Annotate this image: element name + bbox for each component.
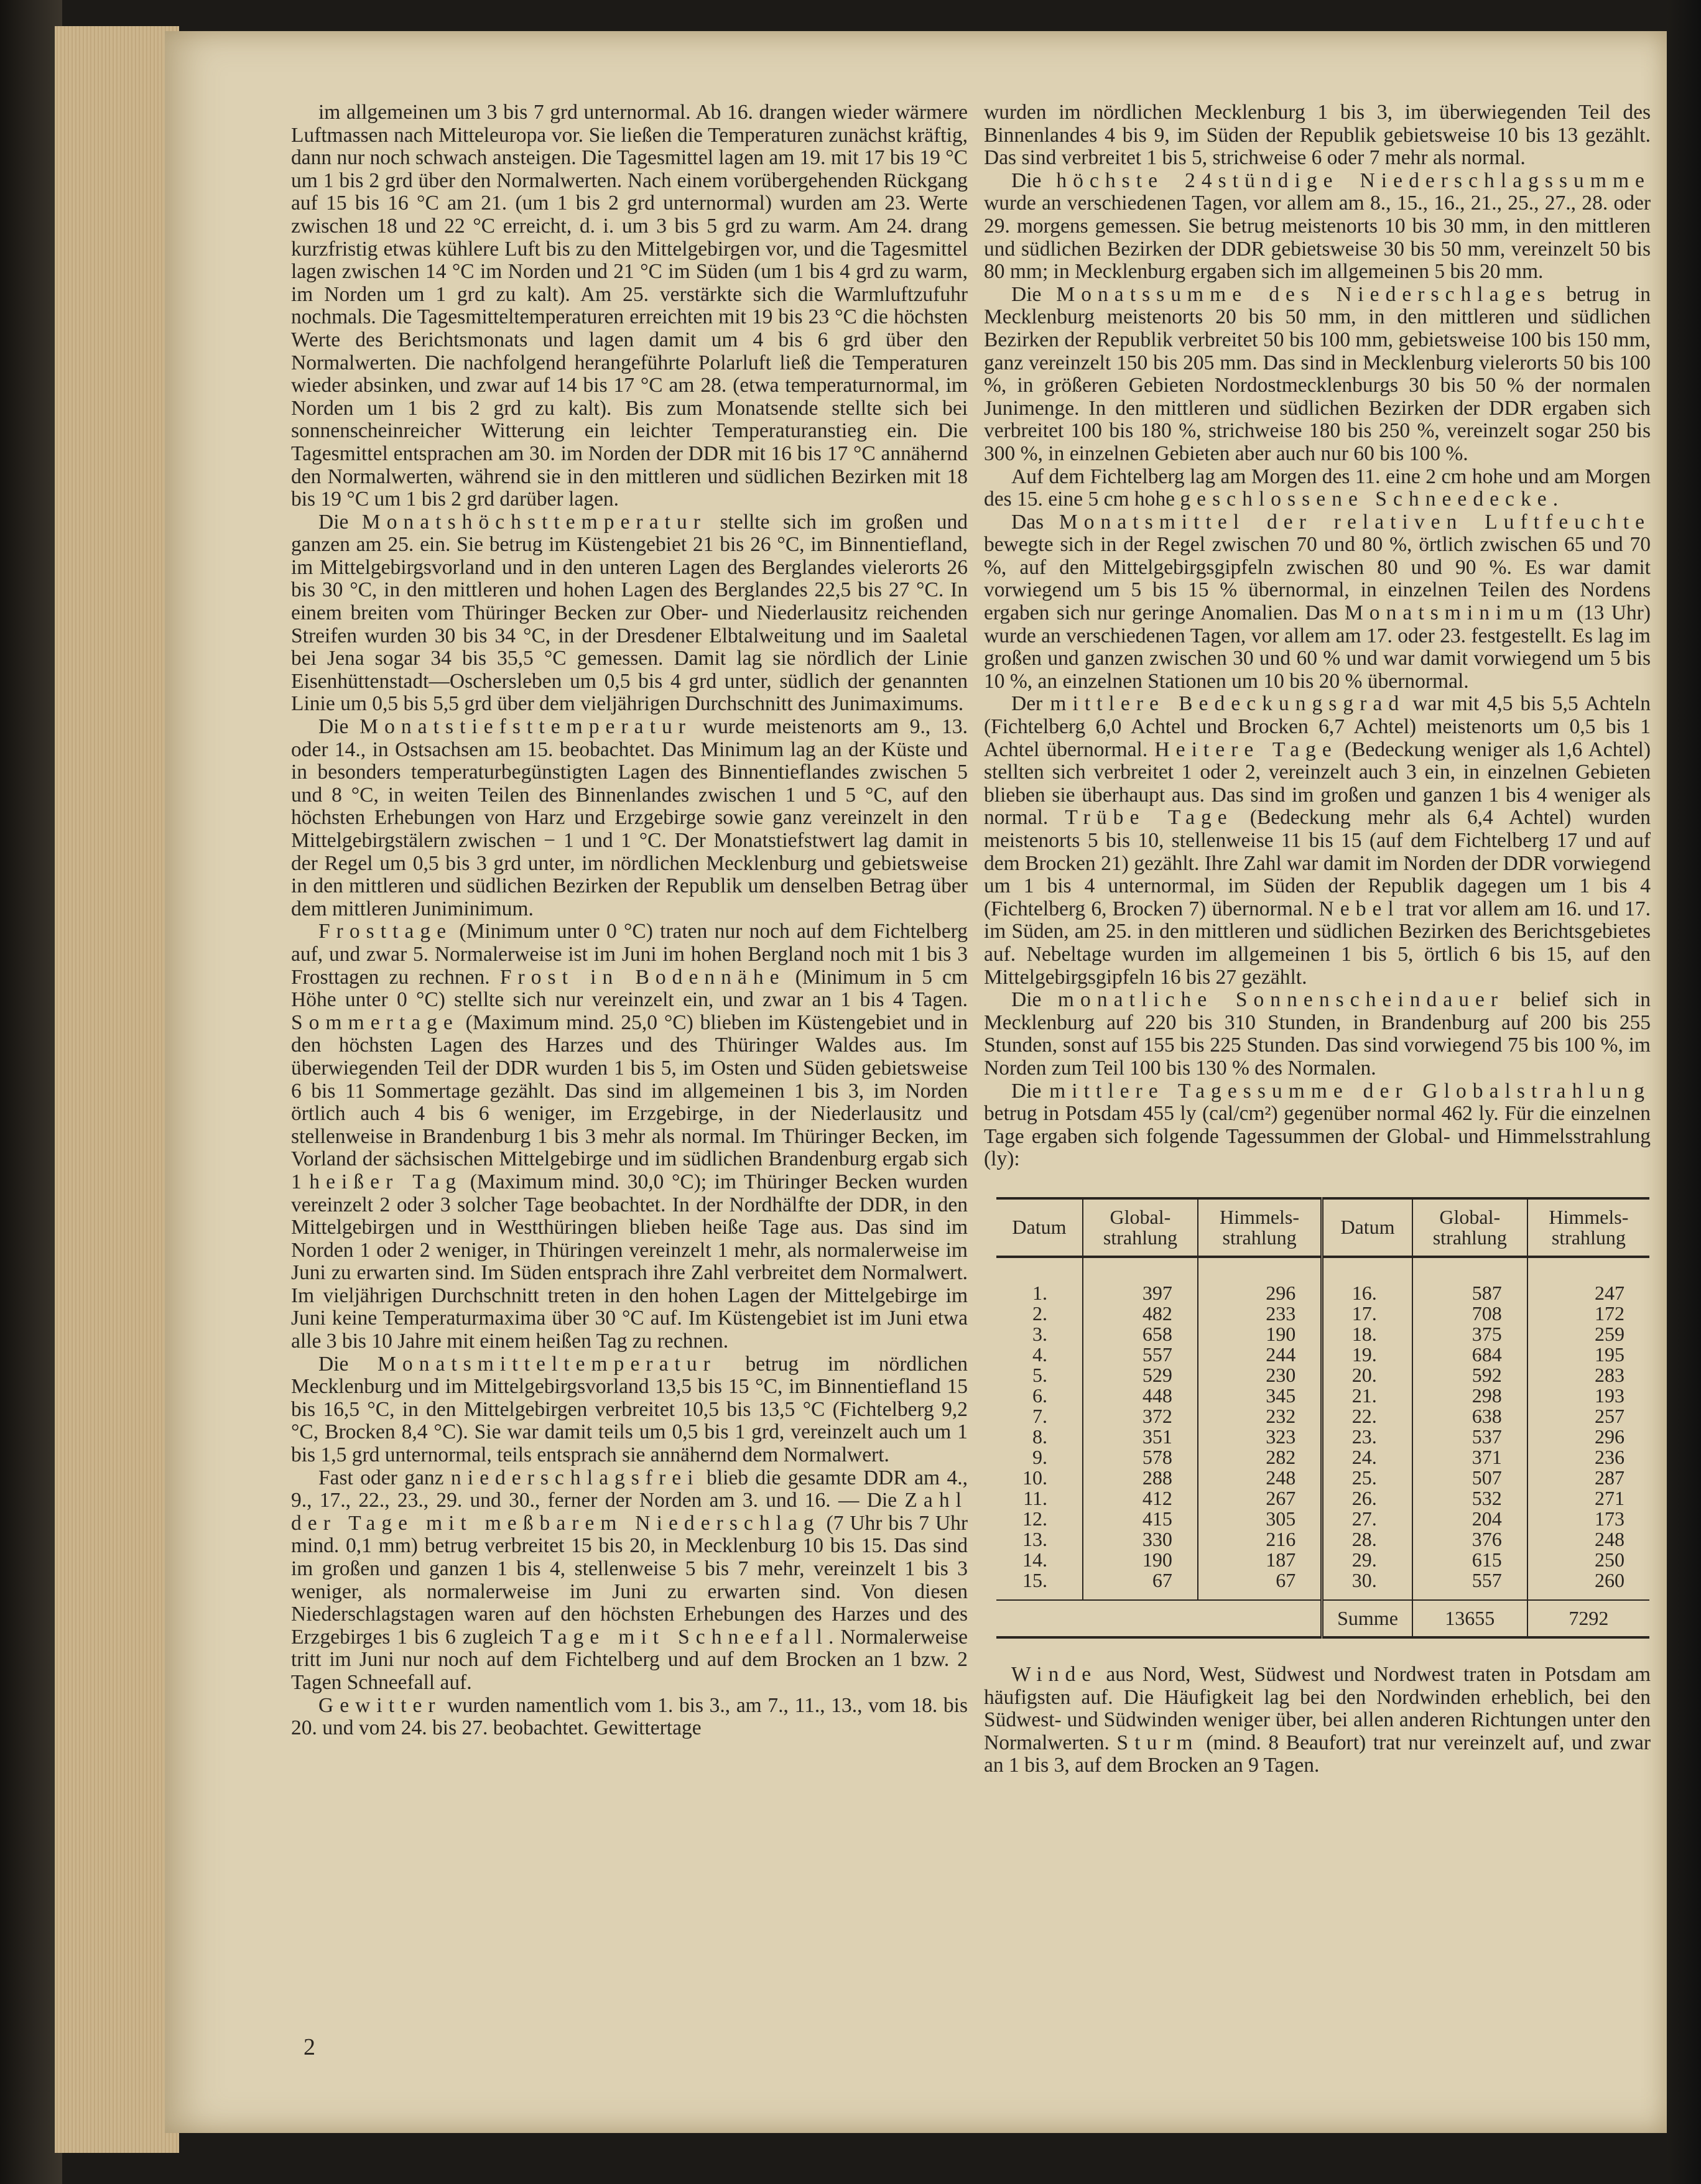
table-cell: 507 (1412, 1468, 1527, 1488)
table-body (996, 1257, 1649, 1600)
text-run: aus Nord, West, Südwest und Nordwest traten in Potsdam am häufigsten auf. Die Häufigkeit lag bei den Nordwinden erheblich, bei den Südwest- und Südwinden weniger über, bei allen anderen Richtungen unter den Normalwerten. (984, 1662, 1651, 1754)
table-header-cell: Himmels- strahlung (1527, 1198, 1649, 1257)
text-run: betrug im nördlichen Mecklenburg und im Mittelgebirgsvorland 13,5 bis 15 °C, im Binnentiefland 15 bis 16,5 °C, in den Mittelgebirgen verbreitet 10,5 bis 13,5 °C (Fichtelberg 9,2 °C, Brocken 8,4 °C). Sie war damit teils um 0,5 bis 1 grd, vereinzelt auch um 1 bis 1,5 grd unternormal, teils entsprach sie annähernd dem Normalwert. (291, 1352, 968, 1467)
table-cell: 190 (1083, 1550, 1198, 1570)
table-row (996, 1447, 1649, 1468)
table-cell: 376 (1412, 1529, 1527, 1550)
text-run: wurde meistenorts am 9., 13. oder 14., in Ostsachsen am 15. beobachtet. Das Minimum lag an der Küste und in besonders temperaturbegünstigten Lagen des Binnentieflandes zwischen 5 und 8 °C, in weiten Teilen des Binnenlandes zwischen 1 und 5 °C, auf den höchsten Erhebungen von Harz und Erzgebirge sowie ganz vereinzelt in den Mittelgebirgstälern zwischen − 1 und 1 °C. Der Monatstiefstwert lag damit in der Regel um 0,5 bis 3 grd unter, im nördlichen Mecklenburg und gebietsweise in den mittleren und südlichen Bezirken der Republik um denselben Betrag über dem mittleren Juniminimum. (291, 715, 968, 920)
table-cell: 27. (1322, 1509, 1412, 1529)
book-binding-edge (0, 0, 62, 2184)
table-cell: 30. (1322, 1570, 1412, 1600)
text-run: wurden im nördlichen Mecklenburg 1 bis 3, im überwiegenden Teil des Binnenlandes 4 bis 9, im Süden der Republik gebietsweise 10 bis 13 gezählt. Das sind verbreitet 1 bis 5, strichweise 6 oder 7 mehr als normal. (984, 101, 1651, 170)
table-cell: 22. (1322, 1406, 1412, 1427)
spaced-term: Winde (1011, 1662, 1098, 1686)
page-number: 2 (304, 2034, 315, 2060)
spaced-term: Tage mit Schneefall (540, 1625, 828, 1649)
table-cell: 482 (1083, 1303, 1198, 1324)
table-row (996, 1570, 1649, 1600)
spaced-term: heißer Tag (309, 1170, 463, 1193)
table-cell: 658 (1083, 1324, 1198, 1344)
text-run: (mind. 8 Beaufort) trat nur vereinzelt auf, und zwar an 1 bis 3, auf dem Brocken an 9 Tagen. (984, 1731, 1651, 1777)
table-row (996, 1550, 1649, 1570)
table-cell: 375 (1412, 1324, 1527, 1344)
table-cell: 8. (1032, 1425, 1047, 1448)
table-cell: 708 (1412, 1303, 1527, 1324)
table-cell: 345 (1198, 1386, 1322, 1406)
table-cell: 204 (1412, 1509, 1527, 1529)
table-cell: 247 (1527, 1257, 1649, 1303)
table-cell: 13. (1022, 1527, 1047, 1550)
text-run: belief sich in Mecklenburg auf 220 bis 310 Stunden, in Brandenburg auf 200 bis 255 Stunden, sonst auf 155 bis 225 Stunden. Das sind vorwiegend 75 bis 100 %, im Norden zum Teil 100 bis 130 % des Normalen. (984, 988, 1651, 1080)
table-cell: 3. (1032, 1322, 1047, 1345)
spaced-term: Frosttage (318, 920, 453, 943)
table-row (996, 1365, 1649, 1386)
text-run: wurde an verschiedenen Tagen, vor allem am 8., 15., 16., 21., 25., 27., 28. oder 29. morgens gemessen. Sie betrug meistenorts 10 bis 30 mm, in den mittleren und südlichen Bezirken der DDR gebietsweise 30 bis 50 mm, vereinzelt 50 bis 80 mm; in Mecklenburg ergaben sich im allgemeinen 5 bis 20 mm. (984, 192, 1651, 284)
table-cell: 18. (1322, 1324, 1412, 1344)
text-run: Die (318, 1352, 378, 1376)
table-header-cell: Datum (996, 1198, 1083, 1257)
spaced-term: mittlere Bedeckungsgrad (1050, 692, 1406, 716)
text-run: wurden namentlich vom 1. bis 3., am 7., 11., 13., vom 18. bis 20. und vom 24. bis 27. beobachtet. Gewittertage (291, 1693, 968, 1740)
table-cell: 372 (1083, 1406, 1198, 1427)
table-cell: 259 (1527, 1324, 1649, 1344)
spaced-term: mittlere Tagessumme der Globalstrahlung (1049, 1079, 1651, 1103)
table-header-cell: Datum (1322, 1198, 1412, 1257)
text-run: Die (1011, 988, 1058, 1012)
table-cell: 1. (1032, 1281, 1047, 1304)
text-run: Die (318, 510, 362, 534)
spaced-term: Monatshöchsttemperatur (361, 510, 707, 534)
table-cell: 67 (1083, 1570, 1198, 1600)
table-cell: 371 (1412, 1447, 1527, 1468)
table-cell: 230 (1198, 1365, 1322, 1386)
table-header-cell: Global- strahlung (1412, 1198, 1527, 1257)
text-run: Die (1011, 282, 1057, 306)
paragraph (984, 284, 1651, 466)
table-cell: 10. (1022, 1466, 1047, 1489)
right-column-text-bottom (984, 1663, 1651, 1777)
table-cell: 28. (1322, 1529, 1412, 1550)
table-cell: 592 (1412, 1365, 1527, 1386)
table-row (996, 1303, 1649, 1324)
table-cell: 7. (1032, 1404, 1047, 1427)
table-cell: 187 (1198, 1550, 1322, 1570)
table-cell: 298 (1412, 1386, 1527, 1406)
paragraph (984, 101, 1651, 170)
sum-global: 13655 (1412, 1600, 1527, 1637)
table-cell: 448 (1083, 1386, 1198, 1406)
table-cell: 250 (1527, 1550, 1649, 1570)
text-run: bewegte sich in der Regel zwischen 70 und 80 %, örtlich zwischen 65 und 70 %, auf den Mittelgebirgsgipfeln zwischen 80 und 90 %. Es war damit vorwiegend um 5 bis 15 % übernormal, in einzelnen Teilen des Nordens ergaben sich nur geringe Anomalien. Das (984, 533, 1651, 625)
table-cell: 351 (1083, 1427, 1198, 1447)
text-run: im allgemeinen um 3 bis 7 grd unternormal. Ab 16. drangen wieder wärmere Luftmassen nach Mitteleuropa vor. Sie ließen die Temperaturen zunächst kräftig, dann nur noch schwach ansteigen. Die Tagesmittel lagen am 19. mit 17 bis 19 °C um 1 bis 2 grd über den Normalwerten. Nach einem vorübergehenden Rückgang auf 15 bis 16 °C am 21. (um 1 bis 2 grd unternormal) wurden am 23. Werte zwischen 18 und 22 °C erreicht, d. i. um 3 bis 5 grd zu warm. Am 24. drang kurzfristig etwas kühlere Luft bis zu den Mittelgebirgen vor, und die Tagesmittel lagen zwischen 14 °C im Norden und 21 °C im Süden (um 1 bis 4 grd zu warm, im Norden um 1 grd zu kalt). Am 25. verstärkte sich die Warmluftzufuhr nochmals. Die Tagesmitteltemperaturen erreichten mit 19 bis 23 °C die höchsten Werte des Berichtsmonats und lagen damit um 4 bis 6 grd über den Normalwerten. Die nachfolgend herangeführte Polarluft ließ die Temperaturen wieder absinken, und zwar auf 14 bis 17 °C am 28. (etwa temperaturnormal, im Norden um 1 bis 2 grd zu kalt). Bis zum Monatsende stellte sich bei sonnenscheinreicher Witterung ein leichter Temperaturanstieg ein. Die Tagesmittel entsprachen am 30. im Norden der DDR mit 16 bis 17 °C annähernd den Normalwerten, während sie in den mittleren und südlichen Bezirken mit 18 bis 19 °C um 1 bis 2 grd darüber lagen. (291, 101, 968, 511)
table-cell: 14. (1022, 1548, 1047, 1571)
spaced-term: Heitere Tage (1154, 738, 1338, 761)
page-stack-edge (55, 26, 179, 2153)
table-cell: 248 (1527, 1529, 1649, 1550)
table-cell: 557 (1083, 1344, 1198, 1365)
table-cell: 19. (1322, 1344, 1412, 1365)
table-cell: 67 (1198, 1570, 1322, 1600)
table-cell: 271 (1527, 1488, 1649, 1509)
table-cell: 684 (1412, 1344, 1527, 1365)
table-row (996, 1427, 1649, 1447)
sum-label: Summe (1322, 1600, 1412, 1637)
table-cell: 16. (1322, 1257, 1412, 1303)
paragraph (984, 1080, 1651, 1171)
table-row (996, 1406, 1649, 1427)
spaced-term: Nebel (1319, 897, 1400, 920)
table-cell: 5. (1032, 1363, 1047, 1386)
spaced-term: höchste 24stündige Niederschlagssumme (1056, 169, 1651, 192)
table-cell: 615 (1412, 1550, 1527, 1570)
table-cell: 6. (1032, 1384, 1047, 1407)
table-cell: 415 (1083, 1509, 1198, 1529)
table-cell: 9. (1032, 1445, 1047, 1468)
table-row (996, 1509, 1649, 1529)
text-run: Auf dem Fichtelberg lag am Morgen des 11. eine 2 cm hohe und am Morgen des 15. eine 5 cm hohe (984, 465, 1651, 511)
radiation-table (996, 1197, 1649, 1639)
spaced-term: Trübe Tage (1065, 806, 1233, 830)
table-cell: 397 (1083, 1257, 1198, 1303)
paragraph (984, 693, 1651, 989)
table-cell: 2. (1032, 1302, 1047, 1325)
table-cell: 557 (1412, 1570, 1527, 1600)
text-run: war mit 4,5 bis 5,5 Achteln (Fichtelberg 6,0 Achtel und Brocken 6,7 Achtel) meistenorts um 0,5 bis 1 Achtel übernormal. (984, 692, 1651, 761)
table-cell: 412 (1083, 1488, 1198, 1509)
text-run: betrug in Mecklenburg meistenorts 20 bis 50 mm, in den mittleren und südlichen Bezirken der Republik verbreitet 50 bis 100 mm, gebietsweise 100 bis 150 mm, ganz vereinzelt 150 bis 205 mm. Das sind in Mecklenburg vielerorts 50 bis 100 %, in größeren Gebieten Nordostmecklenburgs 30 bis 50 % der normalen Junimenge. In den mittleren und südlichen Bezirken der DDR ergaben sich verbreitet 100 bis 180 %, strichweise 180 bis 250 %, vereinzelt sogar 250 bis 300 %, in einzelnen Gebieten aber auch nur 60 bis 100 %. (984, 282, 1651, 465)
table-cell: 236 (1527, 1447, 1649, 1468)
table-cell: 267 (1198, 1488, 1322, 1509)
paragraph (291, 1467, 968, 1695)
table-cell: 244 (1198, 1344, 1322, 1365)
paragraph (291, 511, 968, 716)
paragraph (984, 989, 1651, 1080)
text-run: (7 Uhr bis 7 Uhr mind. 0,1 mm) betrug verbreitet 15 bis 20, in Mecklenburg 10 bis 15. Das sind im großen und ganzen 1 bis 4, stellenweise 5 bis 7 mehr, vereinzelt 1 bis 3 weniger, als normalerweise im Juni zu erwarten sind. Von diesen Niederschlagstagen waren auf den höchsten Erhebungen des Harzes und des Erzgebirges 1 bis 6 zugleich (291, 1511, 968, 1649)
text-run: (Maximum mind. 25,0 °C) blieben im Küstengebiet und in den höchsten Lagen des Harzes und des Thüringer Waldes aus. Im überwiegenden Teil der DDR wurden 1 bis 5, im Osten und Süden gebietsweise 6 bis 11 Sommertage gezählt. Das sind im allgemeinen 1 bis 3, im Norden örtlich auch 4 bis 6 weniger, im Erzgebirge, in der Niederlausitz und stellenweise in Brandenburg 1 bis 3 mehr als normal. Im Thüringer Becken, im Vorland der sächsischen Mittelgebirge und im südlichen Brandenburg ergab sich 1 (291, 1011, 968, 1193)
table-cell: 15. (1022, 1568, 1047, 1591)
table-cell: 305 (1198, 1509, 1322, 1529)
table-cell: 282 (1198, 1447, 1322, 1468)
text-run: . Normalerweise tritt im Juni nur noch auf dem Fichtelberg und auf dem Brocken an 1 bzw. 2 Tagen Schneefall auf. (291, 1625, 968, 1694)
table-header-row (996, 1198, 1649, 1257)
table-header-cell: Himmels- strahlung (1198, 1198, 1322, 1257)
table-row (996, 1529, 1649, 1550)
table-cell: 257 (1527, 1406, 1649, 1427)
table-cell: 193 (1527, 1386, 1649, 1406)
spaced-term: Monatssumme des Niederschlages (1056, 282, 1552, 306)
spaced-term: geschlossene Schneedecke (1180, 488, 1553, 511)
table-sum-row (996, 1600, 1649, 1637)
table-row (996, 1257, 1649, 1303)
paragraph (984, 170, 1651, 284)
spaced-term: Monatsmitteltemperatur (378, 1352, 716, 1376)
paragraph (291, 101, 968, 511)
table-cell: 587 (1412, 1257, 1527, 1303)
table-cell: 288 (1083, 1468, 1198, 1488)
text-run: stellte sich im großen und ganzen am 25. ein. Sie betrug im Küstengebiet 21 bis 26 °C, im Binnentiefland, im Mittelgebirgsvorland und in den unteren Lagen des Berglandes vielerorts 26 bis 30 °C, in den mittleren und hohen Lagen des Berglandes 22,5 bis 27 °C. In einem breiten vom Thüringer Becken zur Ober- und Niederlausitz reichenden Streifen wurden 30 bis 34 °C, in der Dresdener Elbtalweitung und im Saaletal bei Jena sogar 34 bis 35,5 °C gemessen. Damit lag sie nördlich der Linie Eisenhüttenstadt—Oschersleben um 0,5 bis 4 grd unter, südlich der genannten Linie um 0,5 bis 5,5 grd über dem vieljährigen Durchschnitt des Junimaximums. (291, 510, 968, 716)
spaced-term: Monatsmittel der relativen Luftfeuchte (1059, 510, 1651, 534)
table-header-cell: Global- strahlung (1083, 1198, 1198, 1257)
paragraph (984, 1663, 1651, 1777)
spaced-term: Sturm (1116, 1731, 1199, 1754)
right-binding-edge (1667, 0, 1701, 2184)
paragraph (984, 466, 1651, 511)
text-run: Der (1011, 692, 1050, 716)
table-cell: 4. (1032, 1343, 1047, 1366)
text-run: trat vor allem am 16. und 17. im Süden, am 25. in den mittleren und südlichen Bezirken des Berichtsgebietes auf. Nebeltage wurden im allgemeinen 1 bis 5, örtlich 6 bis 15, auf den Mittelgebirgsgipfeln 16 bis 27 gezählt. (984, 897, 1651, 989)
table-row (996, 1344, 1649, 1365)
spaced-term: Monatstiefsttemperatur (359, 715, 692, 739)
table-cell: 26. (1322, 1488, 1412, 1509)
table-cell: 232 (1198, 1406, 1322, 1427)
spaced-term: Frost in Bodennähe (499, 965, 786, 989)
spaced-term: niederschlagsfrei (450, 1466, 700, 1489)
text-run: (Bedeckung mehr als 6,4 Achtel) wurden meistenorts 5 bis 10, stellenweise 11 bis 15 (auf dem Fichtelberg 17 und auf dem Brocken 21) gezählt. Ihre Zahl war damit im Norden der DDR vorwiegend um 1 bis 4 unternormal, im Süden der Republik dagegen um 1 bis 4 (Fichtelberg 6, Brocken 7) übernormal. (984, 806, 1651, 920)
table-row (996, 1324, 1649, 1344)
table-cell: 17. (1322, 1303, 1412, 1324)
table-cell: 260 (1527, 1570, 1649, 1600)
table-cell: 296 (1527, 1427, 1649, 1447)
table-cell: 532 (1412, 1488, 1527, 1509)
table-cell: 11. (1023, 1486, 1047, 1509)
table-cell: 638 (1412, 1406, 1527, 1427)
table-cell: 330 (1083, 1529, 1198, 1550)
table-cell: 233 (1198, 1303, 1322, 1324)
table-cell: 323 (1198, 1427, 1322, 1447)
right-column (984, 101, 1651, 1777)
text-run: Fast oder ganz (318, 1466, 451, 1489)
text-run: blieb die gesamte DDR am 4., 9., 17., 22., 23., 29. und 30., ferner der Norden am 3. und 16. — Die (291, 1466, 968, 1512)
spaced-term: Gewitter (318, 1693, 442, 1717)
text-run: . (1552, 488, 1559, 511)
table-cell: 23. (1322, 1427, 1412, 1447)
table-cell: 537 (1412, 1427, 1527, 1447)
table-cell: 29. (1322, 1550, 1412, 1570)
text-run: betrug in Potsdam 455 ly (cal/cm²) gegenüber normal 462 ly. Für die einzelnen Tage ergaben sich folgende Tagessummen der Global- und Himmelsstrahlung (ly): (984, 1102, 1651, 1171)
text-run: (Maximum mind. 30,0 °C); im Thüringer Becken wurden vereinzelt 2 oder 3 solcher Tage beobachtet. In der Nordhälfte der DDR, in den Mittelgebirgen und in Westthüringen blieben heiße Tage aus. Das sind im Norden 1 oder 2 weniger, in Thüringen vereinzelt 1 mehr, als normalerweise im Juni zu erwarten sind. Im Süden entsprach ihre Zahl verbreitet dem Normalwert. Im vieljährigen Durchschnitt treten in den hohen Lagen der Mittelgebirge im Juni keine Temperaturmaxima über 30 °C auf. Im Küstengebiet ist im Juni etwa alle 3 bis 10 Jahre mit einem heißen Tag zu rechnen. (291, 1170, 968, 1353)
text-run: Die (1011, 1079, 1050, 1103)
spaced-term: Zahl der Tage mit meßbarem Niederschlag (291, 1489, 968, 1535)
paragraph (291, 1695, 968, 1740)
table-cell: 190 (1198, 1324, 1322, 1344)
text-run: (Bedeckung weniger als 1,6 Achtel) stellten sich verbreitet 1 oder 2, vereinzelt auch 3 ein, in einzelnen Gebieten blieben sie überhaupt aus. Das sind im großen und ganzen 1 bis 4 weniger als normal. (984, 738, 1651, 830)
text-run: Die (1011, 169, 1057, 192)
text-run: (Minimum in 5 cm Höhe unter 0 °C) stellte sich nur vereinzelt ein, und zwar an 1 bis 4 Tagen. (291, 965, 968, 1012)
sum-himmel: 7292 (1527, 1600, 1649, 1637)
text-run: (13 Uhr) wurde an verschiedenen Tagen, vor allem am 17. oder 23. festgestellt. Es lag im großen und ganzen zwischen 30 und 60 % und war damit vorwiegend um 5 bis 10 %, an einzelnen Stationen um 10 bis 20 % übernormal. (984, 601, 1651, 693)
text-run: Die (318, 715, 360, 739)
table-cell: 296 (1198, 1257, 1322, 1303)
table-cell: 287 (1527, 1468, 1649, 1488)
table-cell: 283 (1527, 1365, 1649, 1386)
right-column-text-top (984, 101, 1651, 1171)
table-cell: 25. (1322, 1468, 1412, 1488)
table-row (996, 1468, 1649, 1488)
paragraph (291, 920, 968, 1353)
spaced-term: Sommertage (291, 1011, 459, 1034)
table-cell: 216 (1198, 1529, 1322, 1550)
paragraph (984, 511, 1651, 693)
text-run: Das (1011, 510, 1059, 534)
table-cell: 21. (1322, 1386, 1412, 1406)
table-cell: 173 (1527, 1509, 1649, 1529)
spaced-term: monatliche Sonnenscheindauer (1057, 988, 1504, 1012)
left-column (291, 101, 968, 1740)
table-cell: 578 (1083, 1447, 1198, 1468)
table-row (996, 1386, 1649, 1406)
text-run: (Minimum unter 0 °C) traten nur noch auf dem Fichtelberg auf, und zwar 5. Normalerweise ist im Juni im hohen Bergland noch mit 1 bis 3 Frosttagen zu rechnen. (291, 920, 968, 989)
table-cell: 12. (1022, 1507, 1047, 1530)
paragraph (291, 1353, 968, 1467)
table-cell: 195 (1527, 1344, 1649, 1365)
spaced-term: Monatsminimum (1344, 601, 1570, 625)
table-cell: 172 (1527, 1303, 1649, 1324)
table-cell: 20. (1322, 1365, 1412, 1386)
table-cell: 529 (1083, 1365, 1198, 1386)
table-cell: 24. (1322, 1447, 1412, 1468)
table-cell: 248 (1198, 1468, 1322, 1488)
table-row (996, 1488, 1649, 1509)
paragraph (291, 716, 968, 920)
